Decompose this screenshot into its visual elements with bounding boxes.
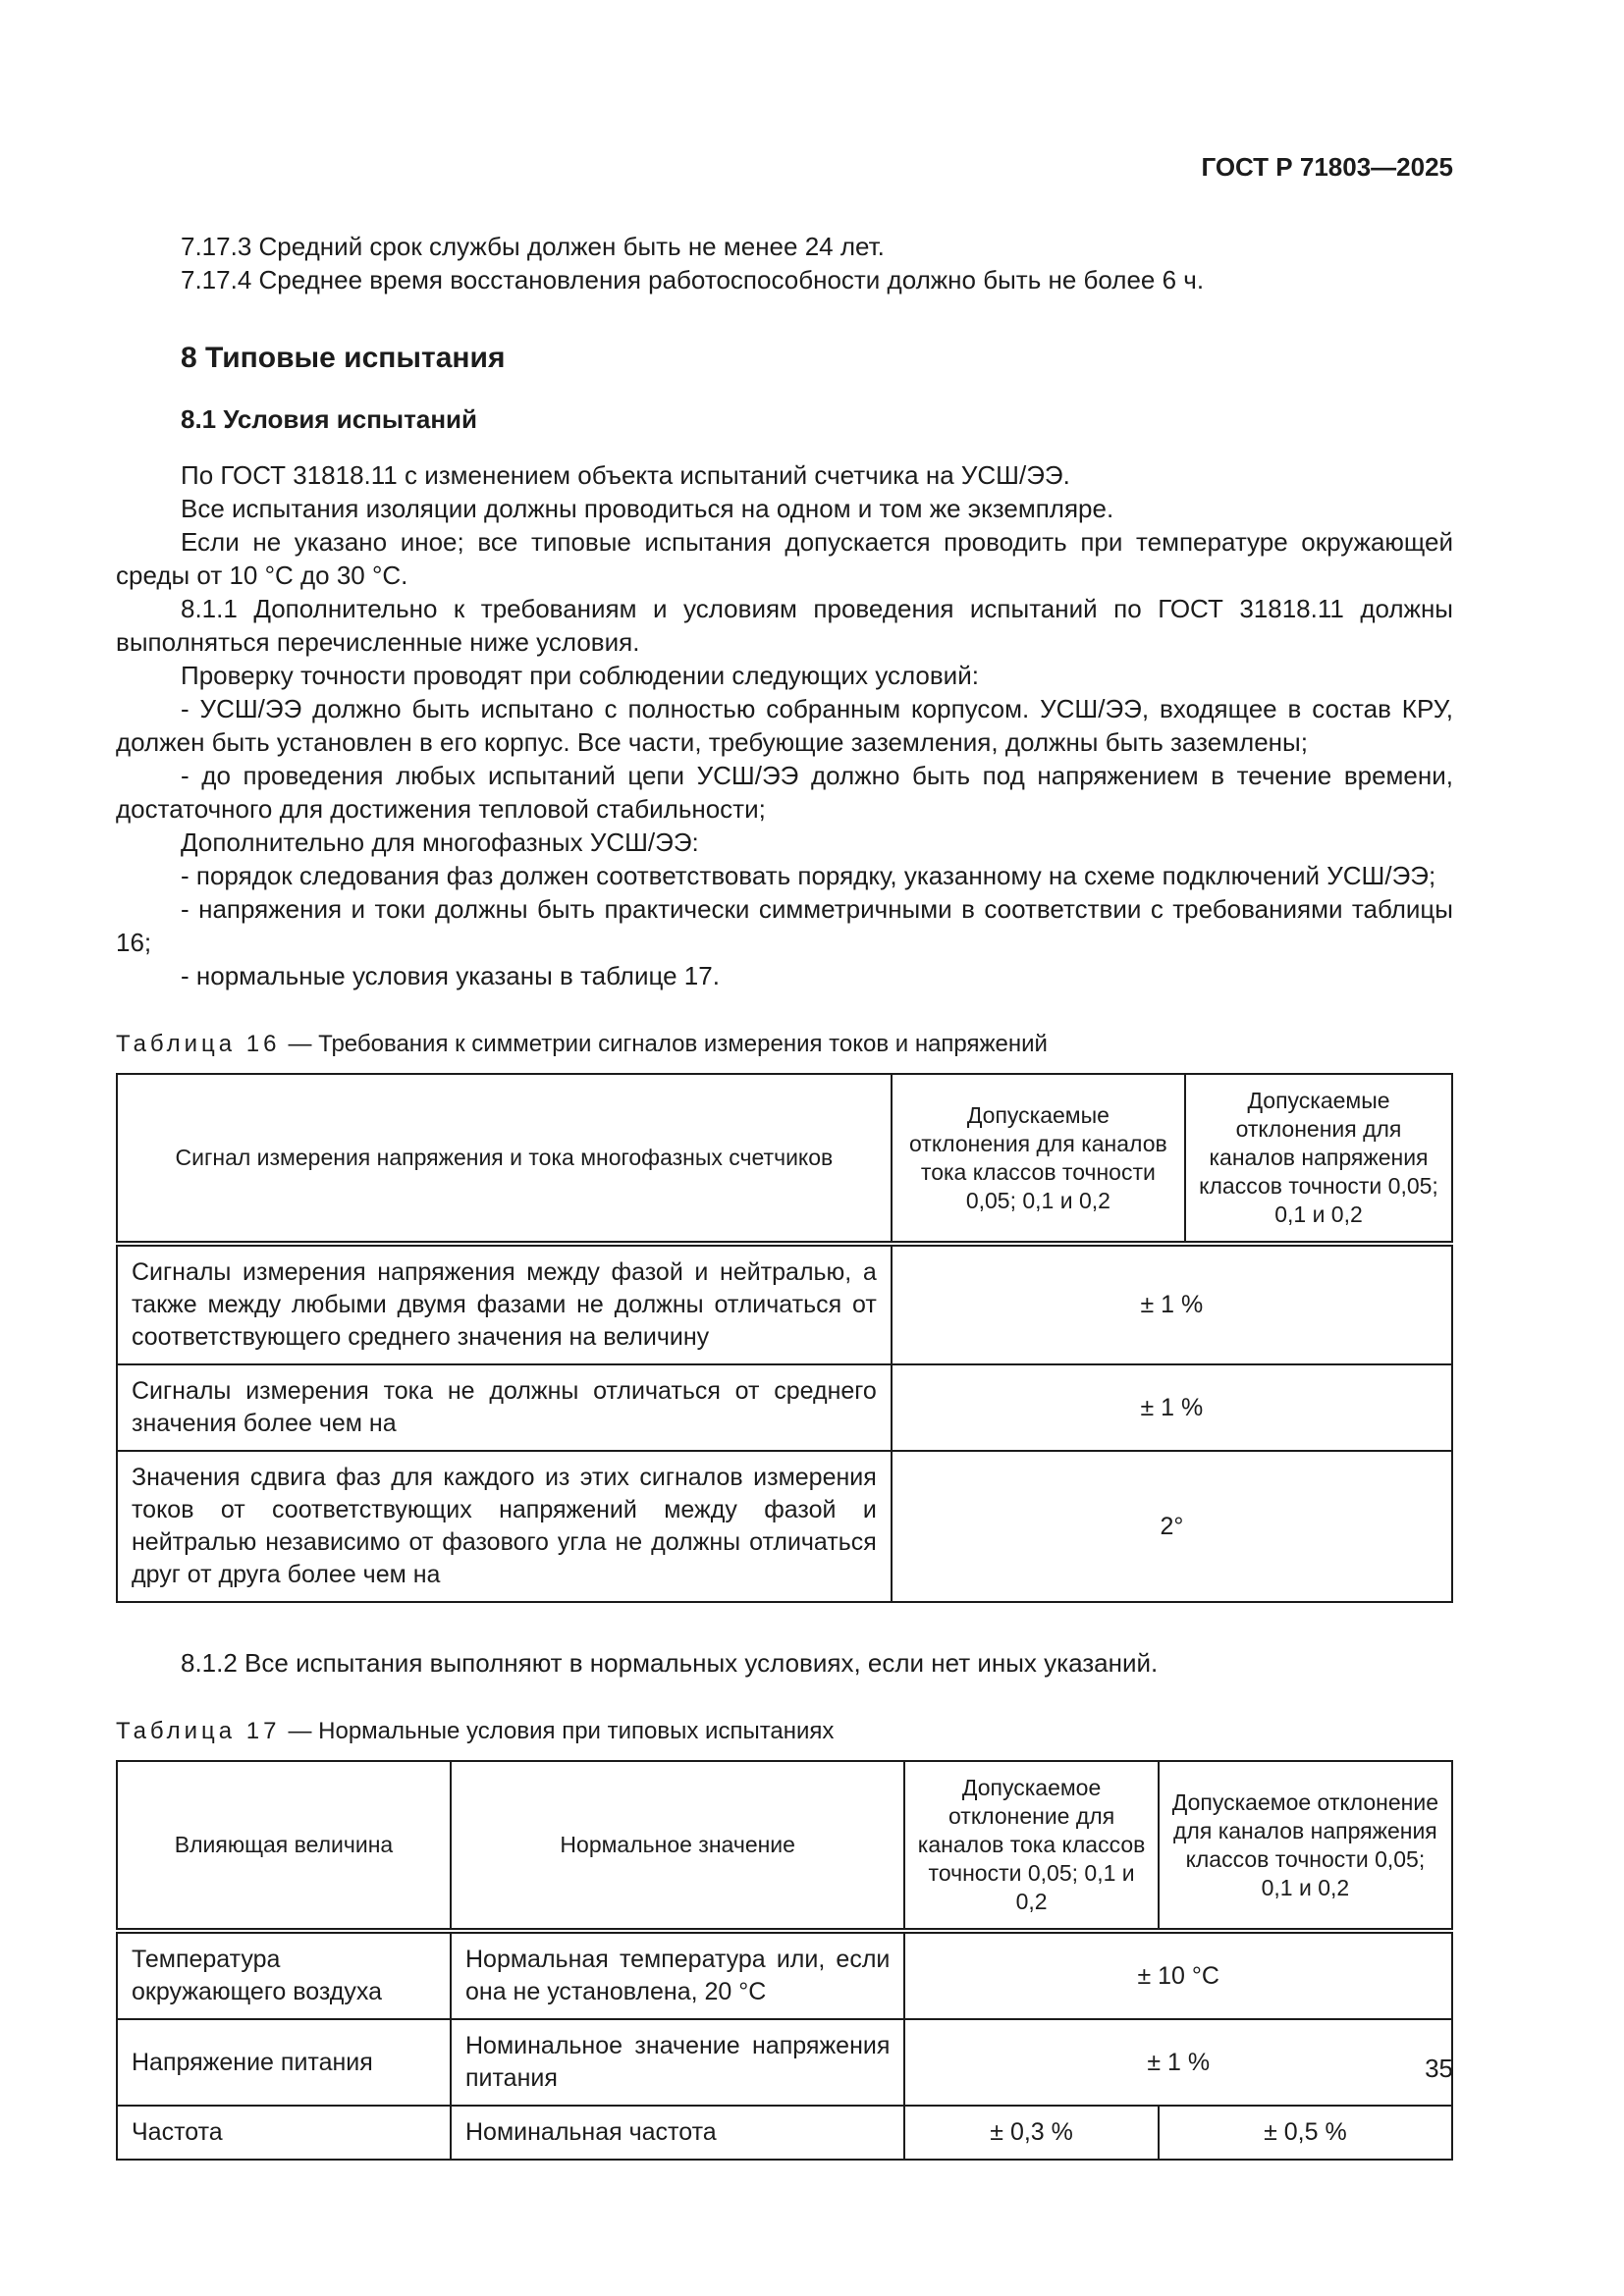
paragraph-7-17-3: 7.17.3 Средний срок службы должен быть не менее 24 лет.	[181, 232, 885, 261]
paragraph: 8.1.1 Дополнительно к требованиям и условиям проведения испытаний по ГОСТ 31818.11 должны выполняться перечисленные ниже условия.	[116, 594, 1453, 657]
paragraph: Проверку точности проводят при соблюдении следующих условий:	[181, 661, 979, 690]
table-cell-factor: Температура окружающего воздуха	[117, 1931, 451, 2019]
table-row	[117, 1244, 1452, 1364]
table-16	[116, 1073, 1453, 1603]
paragraph-7-17-4: 7.17.4 Среднее время восстановления работоспособности должно быть не более 6 ч.	[181, 265, 1205, 294]
table-cell-value: 2°	[892, 1451, 1452, 1602]
list-item: - порядок следования фаз должен соответствовать порядку, указанному на схеме подключений УСШ/ЭЭ;	[181, 861, 1436, 890]
table-16-header-signal: Сигнал измерения напряжения и тока многофазных счетчиков	[117, 1074, 892, 1244]
table-cell-normal: Номинальное значение напряжения питания	[451, 2019, 904, 2106]
table-row	[117, 1364, 1452, 1451]
table-row	[117, 1451, 1452, 1602]
subsection-title: 8.1 Условия испытаний	[181, 404, 477, 434]
table-17-header-voltage-tolerance: Допускаемое отклонение для каналов напряжения классов точности 0,05; 0,1 и 0,2	[1159, 1761, 1452, 1931]
paragraph: Дополнительно для многофазных УСШ/ЭЭ:	[181, 828, 699, 857]
section-title: 8 Типовые испытания	[181, 342, 506, 374]
paragraph: По ГОСТ 31818.11 с изменением объекта испытаний счетчика на УСШ/ЭЭ.	[181, 460, 1070, 490]
table-16-caption-text: — Требования к симметрии сигналов измерения токов и напряжений	[288, 1031, 1048, 1057]
table-cell-value: ± 1 %	[892, 1244, 1452, 1364]
table-cell-tolerance-voltage: ± 0,5 %	[1159, 2106, 1452, 2160]
table-16-header-voltage-tolerance: Допускаемые отклонения для каналов напряжения классов точности 0,05; 0,1 и 0,2	[1185, 1074, 1452, 1244]
table-17-header-factor: Влияющая величина	[117, 1761, 451, 1931]
table-row	[117, 2106, 1452, 2160]
table-cell-factor: Частота	[117, 2106, 451, 2160]
table-17	[116, 1760, 1453, 2161]
table-cell-label: Сигналы измерения тока не должны отличаться от среднего значения более чем на	[117, 1364, 892, 1451]
list-item: - УСШ/ЭЭ должно быть испытано с полностью собранным корпусом. УСШ/ЭЭ, входящее в состав КРУ, должен быть установлен в его корпус. Все части, требующие заземления, должны быть заземлены;	[116, 694, 1453, 757]
table-16-caption-label: Таблица 16	[116, 1031, 281, 1057]
list-item: - нормальные условия указаны в таблице 17.	[181, 961, 720, 990]
table-cell-label: Сигналы измерения напряжения между фазой и нейтралью, а также между любыми двумя фазами не должны отличаться от соответствующего среднего значения на величину	[117, 1244, 892, 1364]
table-16-header-row	[117, 1074, 1452, 1244]
table-16-header-current-tolerance: Допускаемые отклонения для каналов тока классов точности 0,05; 0,1 и 0,2	[892, 1074, 1185, 1244]
table-16-caption	[116, 1030, 1453, 1059]
paragraph: Если не указано иное; все типовые испытания допускается проводить при температуре окружающей среды от 10 °С до 30 °С.	[116, 527, 1453, 590]
table-17-caption-text: — Нормальные условия при типовых испытаниях	[288, 1718, 835, 1744]
table-cell-value: ± 1 %	[892, 1364, 1452, 1451]
table-17-header-row	[117, 1761, 1452, 1931]
table-17-caption	[116, 1717, 1453, 1746]
table-cell-tolerance-current: ± 0,3 %	[904, 2106, 1158, 2160]
paragraph: Все испытания изоляции должны проводиться на одном и том же экземпляре.	[181, 494, 1114, 523]
table-cell-factor: Напряжение питания	[117, 2019, 451, 2106]
table-17-header-normal-value: Нормальное значение	[451, 1761, 904, 1931]
table-cell-normal: Номинальная частота	[451, 2106, 904, 2160]
doc-number: ГОСТ Р 71803—2025	[1201, 152, 1453, 182]
list-item: - напряжения и токи должны быть практически симметричными в соответствии с требованиями таблицы 16;	[116, 894, 1453, 957]
table-row	[117, 1931, 1452, 2019]
table-cell-tolerance: ± 10 °С	[904, 1931, 1452, 2019]
table-cell-label: Значения сдвига фаз для каждого из этих сигналов измерения токов от соответствующих напряжений между фазой и нейтралью независимо от фазового угла не должны отличаться друг от друга более чем на	[117, 1451, 892, 1602]
table-cell-tolerance: ± 1 %	[904, 2019, 1452, 2106]
list-item: - до проведения любых испытаний цепи УСШ/ЭЭ должно быть под напряжением в течение времени, достаточного для достижения тепловой стабильности;	[116, 761, 1453, 824]
page-number: 35	[1425, 2054, 1453, 2083]
table-17-header-current-tolerance: Допускаемое отклонение для каналов тока классов точности 0,05; 0,1 и 0,2	[904, 1761, 1158, 1931]
table-row	[117, 2019, 1452, 2106]
table-17-caption-label: Таблица 17	[116, 1718, 281, 1744]
paragraph-8-1-2: 8.1.2 Все испытания выполняют в нормальных условиях, если нет иных указаний.	[181, 1648, 1159, 1678]
table-cell-normal: Нормальная температура или, если она не установлена, 20 °С	[451, 1931, 904, 2019]
